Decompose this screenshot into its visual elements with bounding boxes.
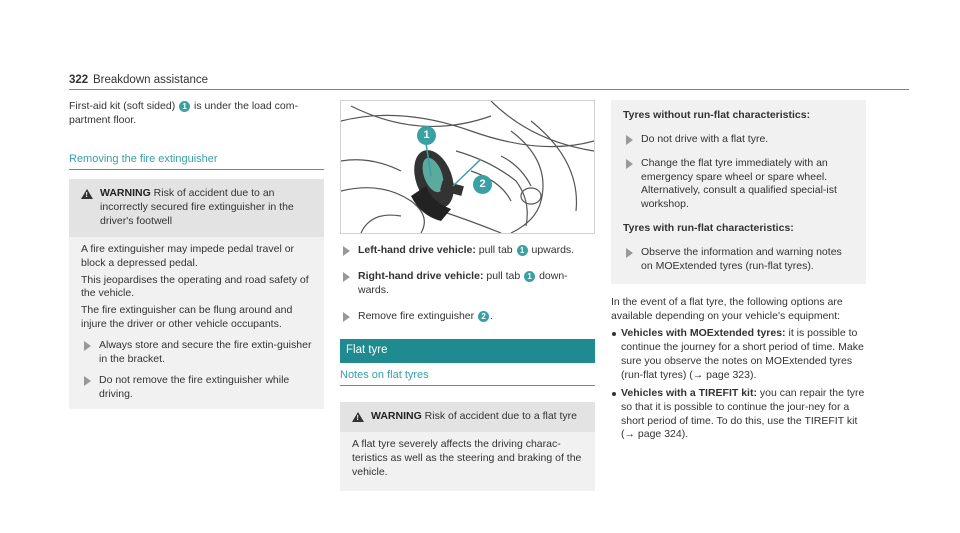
page-number: 322: [69, 74, 89, 86]
info-bullet: Observe the information and warning notes on MOExtended tyres (run-flat tyres).: [623, 246, 856, 274]
info-bullet: Change the flat tyre immediately with an emergency spare wheel or spare wheel. Alternatively, consult a qualified special-ist workshop.: [623, 157, 856, 212]
heading-no-runflat: Tyres without run-flat characteristics:: [623, 109, 811, 121]
warning-box: [69, 179, 324, 409]
warning-label: WARNING: [100, 187, 151, 200]
intro-paragraph: First-aid kit (soft sided) 1 is under the load com-partment floor.: [69, 100, 298, 126]
options-paragraph: In the event of a flat tyre, the following options are available depending on your vehicle's equipment:: [611, 295, 843, 322]
marker-1: 1: [517, 245, 528, 256]
extinguisher-illustration: [341, 101, 594, 233]
steps-list: [340, 244, 595, 323]
marker-1: 1: [524, 271, 535, 282]
arrow-icon: [84, 341, 91, 351]
arrow-icon: [84, 376, 91, 386]
warning-paragraph: This jeopardises the operating and road safety of the vehicle.: [81, 273, 309, 300]
warning-body: [340, 432, 595, 491]
warning-text: Risk of accident due to a flat tyre: [424, 410, 577, 423]
warning-box: [340, 402, 595, 490]
section-name: Breakdown assistance: [93, 74, 209, 86]
heading-runflat: Tyres with run-flat characteristics:: [623, 222, 794, 235]
tyre-info-box: [611, 100, 866, 284]
subheading-removing: Removing the fire extinguisher: [69, 152, 324, 171]
column-3: [611, 100, 866, 442]
section-title-flat-tyre: Flat tyre: [340, 339, 595, 362]
step-item: Remove fire extinguisher 2 .: [340, 310, 595, 324]
warning-label: WARNING: [371, 410, 422, 423]
warning-bullet: Always store and secure the fire extin-guisher in the bracket.: [81, 339, 316, 367]
arrow-icon: [343, 246, 350, 256]
column-1: [69, 100, 324, 409]
figure-fire-extinguisher: [340, 100, 595, 234]
figure-marker-1: 1: [417, 126, 436, 145]
step-item: Left-hand drive vehicle: pull tab 1 upwards.: [340, 244, 595, 258]
info-bullet: Do not drive with a flat tyre.: [623, 133, 856, 147]
warning-paragraph: A flat tyre severely affects the driving charac-teristics as well as the steering and braking of the vehicle.: [352, 437, 582, 478]
warning-icon: [81, 189, 93, 199]
warning-bullet: Do not remove the fire extinguisher while driving.: [81, 374, 316, 402]
step-item: Right-hand drive vehicle: pull tab 1 down-wards.: [340, 270, 595, 298]
page-header: [69, 73, 909, 90]
figure-marker-2: 2: [473, 175, 492, 194]
arrow-icon: [626, 159, 633, 169]
option-item: Vehicles with a TIREFIT kit: you can repair the tyre so that it is possible to continue the jour-ney for a short period of time. To do this, use the TIREFIT kit (→ page 324).: [611, 387, 866, 442]
subheading-notes: Notes on flat tyres: [340, 368, 595, 387]
warning-head: [340, 402, 595, 432]
arrow-icon: [343, 272, 350, 282]
warning-head: [69, 179, 324, 237]
marker-1: 1: [179, 101, 190, 112]
warning-paragraph: The fire extinguisher can be flung around and injure the driver or other vehicle occupants.: [81, 304, 293, 331]
arrow-icon: [626, 248, 633, 258]
warning-text: Risk of accident due to an incorrectly secured fire extinguisher in the driver's footwell: [100, 187, 294, 227]
warning-paragraph: A fire extinguisher may impede pedal travel or block a depressed pedal.: [81, 242, 295, 269]
column-2: [340, 100, 595, 491]
marker-2: 2: [478, 311, 489, 322]
warning-body: [69, 237, 324, 410]
arrow-icon: [626, 135, 633, 145]
option-item: Vehicles with MOExtended tyres: it is possible to continue the journey for a short period of time. Make sure you observe the notes on MOExtended tyres (run-flat tyres) (→ page 323).: [611, 327, 866, 382]
warning-icon: [352, 412, 364, 422]
arrow-icon: [343, 312, 350, 322]
